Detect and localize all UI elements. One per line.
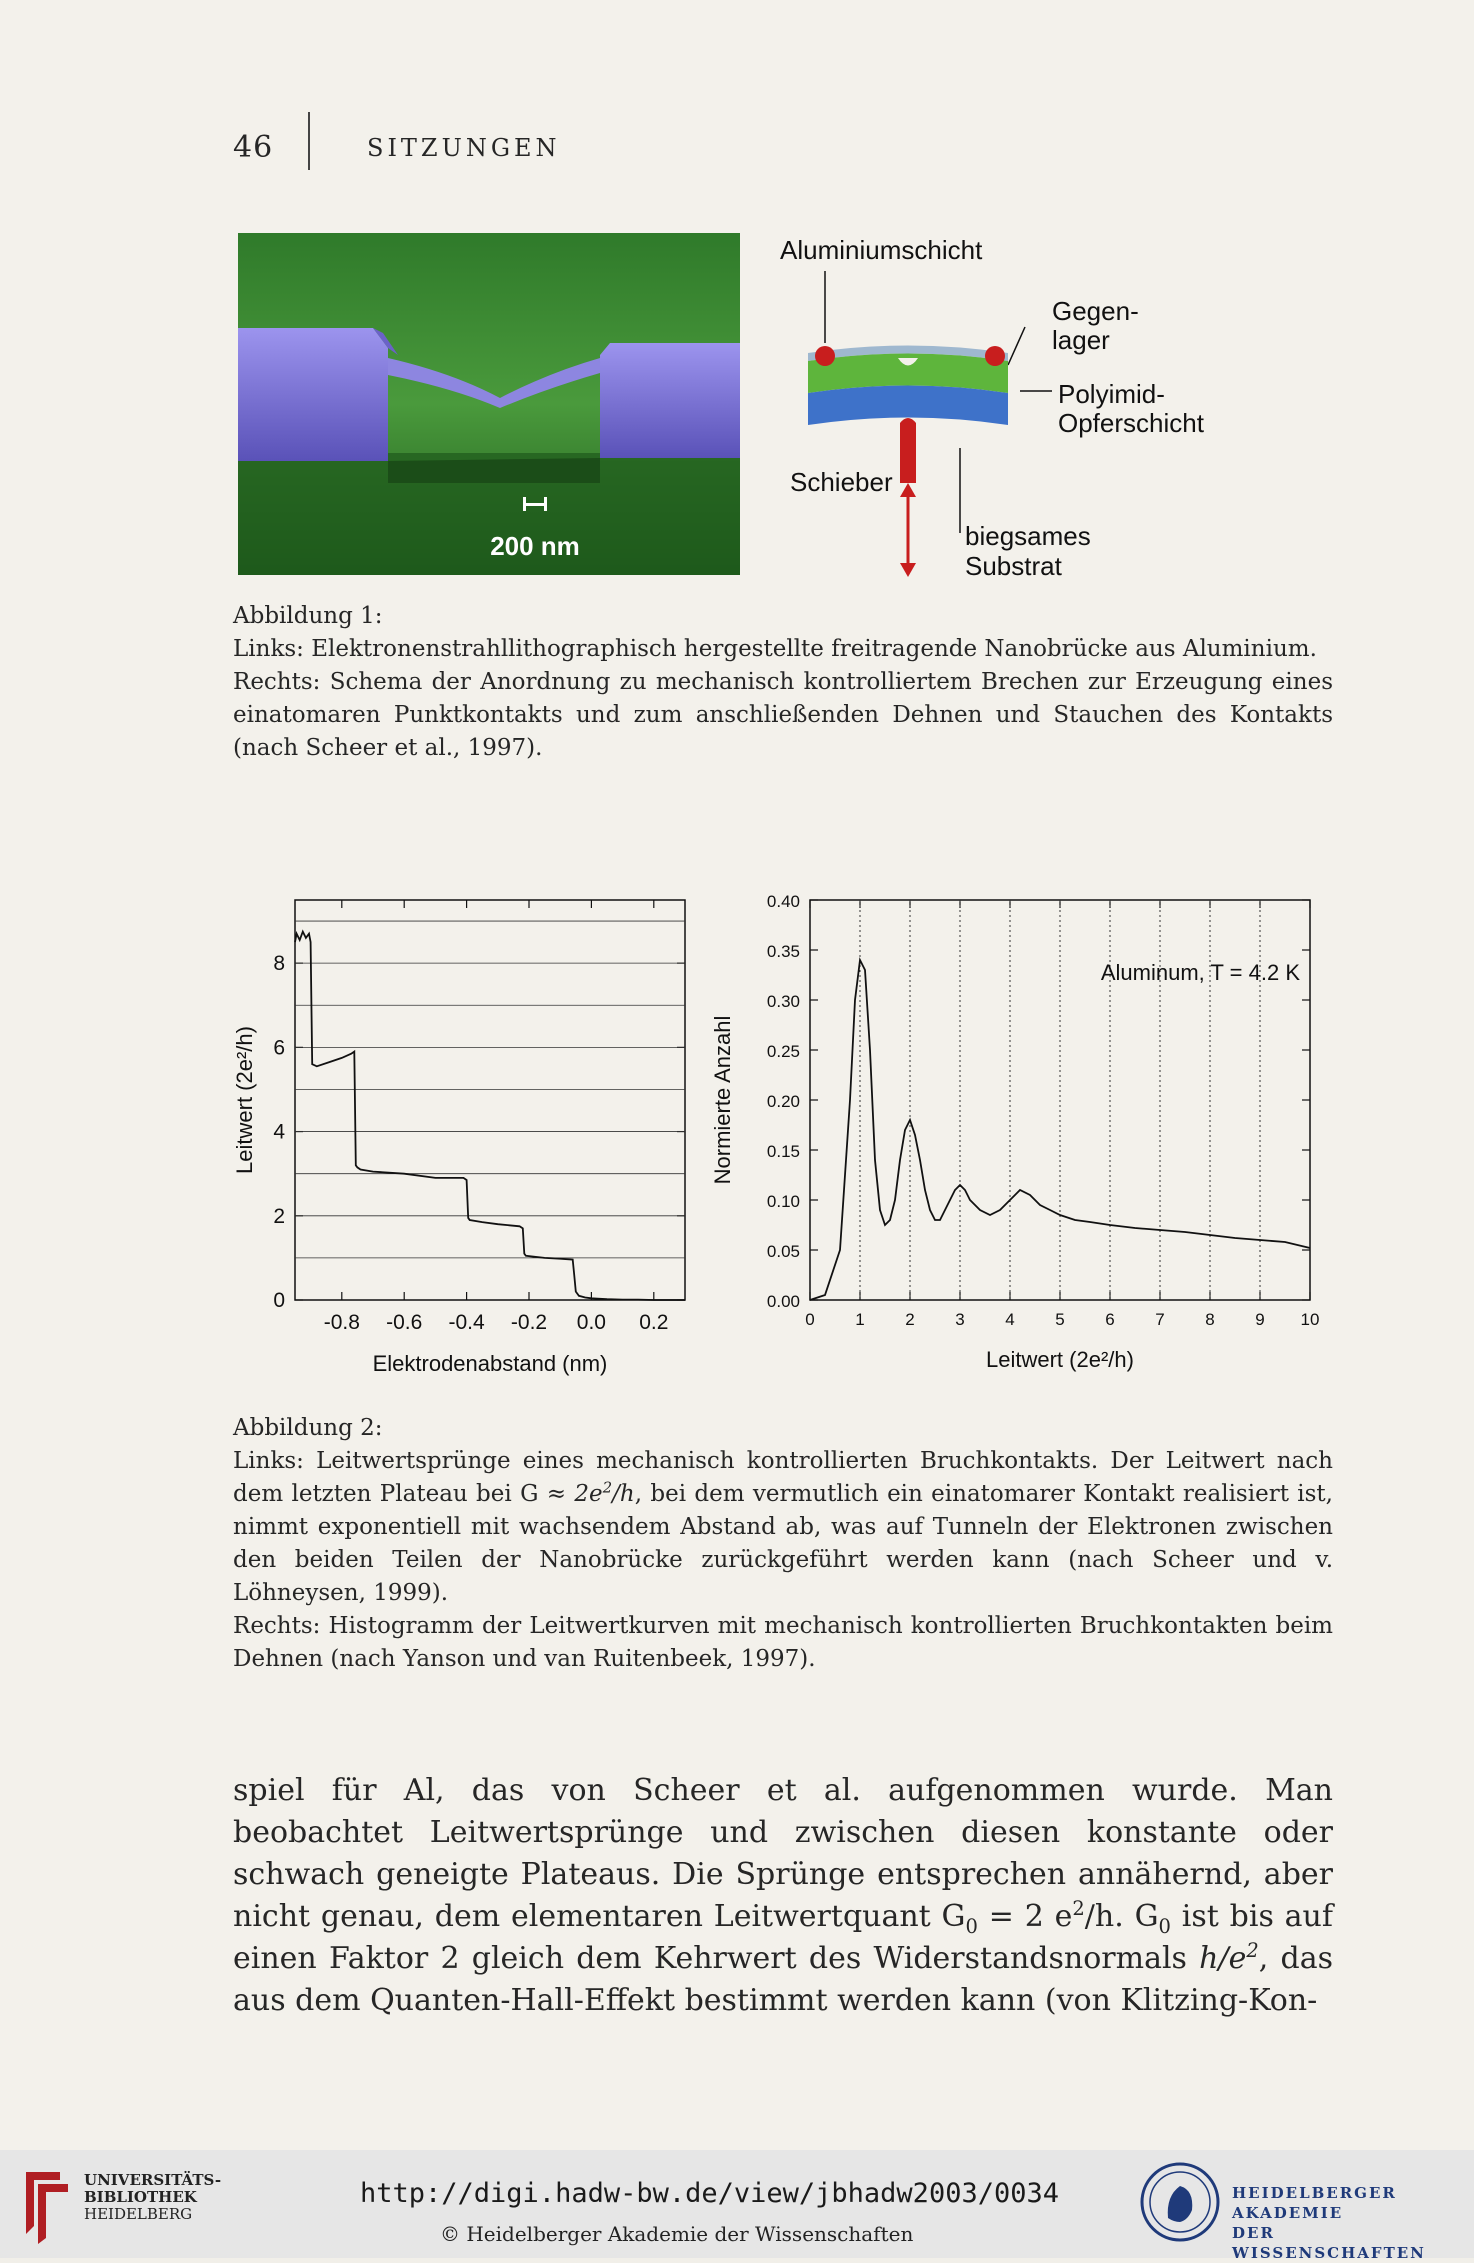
caption-2-left: Links: Leitwertsprünge eines mechanisch kontrollierten Bruchkontakts. Der Leitwert nach dem letzten Plateau bei $G \approx 2e^2/h$, bei dem vermutlich ein einatomarer Kontakt realisiert ist, nimmt exponentiell mit wachsendem Abstand ab, was auf Tunneln der Elektronen zwischen den beiden Teilen der Nanobrücke zurückgeführt werden kann (nach Scheer und v. Löhneysen, 1999). xyxy=(233,1448,1333,1606)
caption-1-right: Rechts: Schema der Anordnung zu mechanisch kontrolliertem Brechen zur Erzeugung eines einatomaren Punktkontakts und zum anschließenden Dehnen und Stauchen des Kontakts (nach Scheer et al., 1997). xyxy=(233,669,1333,761)
y-tick-label: 0.15 xyxy=(766,1142,800,1161)
x-tick-label: 4 xyxy=(1005,1310,1015,1329)
caption-2-right: Rechts: Histogramm der Leitwertkurven mit mechanisch kontrollierten Bruchkontakten beim Dehnen (nach Yanson und van Ruitenbeek, 1997). xyxy=(233,1613,1333,1672)
x-tick-label: -0.2 xyxy=(510,1311,548,1334)
x-tick-label: 6 xyxy=(1105,1310,1115,1329)
x-tick-label: 1 xyxy=(855,1310,865,1329)
y-tick-label: 0.40 xyxy=(766,892,800,911)
label-lager: lager xyxy=(1052,325,1110,355)
x-tick-label: 8 xyxy=(1205,1310,1215,1329)
label-opferschicht: Opferschicht xyxy=(1058,408,1204,438)
x-tick-label: 9 xyxy=(1255,1310,1265,1329)
y-tick-label: 0.25 xyxy=(766,1042,800,1061)
x-tick-label: 0.0 xyxy=(576,1311,607,1334)
figure-2 xyxy=(230,885,1360,1385)
x-tick-label: 5 xyxy=(1055,1310,1065,1329)
scale-bar-label: 200 nm xyxy=(490,531,580,561)
body-paragraph: spiel für Al, das von Scheer et al. aufgenommen wurde. Man beobachtet Leitwertsprünge und zwischen diesen konstante oder schwach geneigte Plateaus. Die Sprünge entsprechen annähernd, aber nicht genau, dem elementaren Leitwertquant $G_0 = 2$ $e^2/h$. $G_0$ ist bis auf einen Faktor 2 gleich dem Kehrwert des Widerstandsnormals $h/e^2$, das aus dem Quanten-Hall-Effekt bestimmt werden kann (von Klitzing-Kon- xyxy=(233,1773,1334,2018)
permalink-url[interactable]: http://digi.hadw-bw.de/view/jbhadw2003/0034 xyxy=(360,2178,1059,2209)
caption-figure-2 xyxy=(233,1412,1333,1676)
copyright-notice: © Heidelberger Akademie der Wissenschaften xyxy=(440,2222,914,2246)
x-tick-label: -0.4 xyxy=(448,1311,485,1334)
x-tick-label: 2 xyxy=(905,1310,915,1329)
y-tick-label: 8 xyxy=(273,952,285,976)
break-junction-schema xyxy=(740,233,1343,593)
caption-2-title: Abbildung 2: xyxy=(233,1415,383,1441)
academy-seal-icon xyxy=(1138,2160,1222,2244)
x-axis-label: Elektrodenabstand (nm) xyxy=(372,1351,608,1376)
series-line xyxy=(295,932,685,1300)
label-biegsames: biegsames xyxy=(965,521,1091,551)
y-tick-label: 0.10 xyxy=(766,1192,800,1211)
x-tick-label: 0 xyxy=(805,1310,815,1329)
caption-1-left: Links: Elektronenstrahllithographisch hergestellte freitragende Nanobrücke aus Aluminium. xyxy=(233,636,1317,662)
y-tick-label: 6 xyxy=(273,1036,285,1060)
x-tick-label: -0.8 xyxy=(323,1311,360,1334)
running-title: SITZUNGEN xyxy=(367,134,561,162)
y-tick-label: 0.30 xyxy=(766,992,800,1011)
chart-annotation: Aluminum, T = 4.2 K xyxy=(1100,960,1300,985)
label-schieber: Schieber xyxy=(790,467,893,497)
y-tick-label: 0.00 xyxy=(766,1292,800,1311)
caption-figure-1 xyxy=(233,600,1333,765)
y-tick-label: 2 xyxy=(273,1204,285,1228)
academy-name: HEIDELBERGER AKADEMIE DER WISSENSCHAFTEN xyxy=(1232,2184,1426,2262)
x-axis-label: Leitwert (2e²/h) xyxy=(986,1347,1134,1372)
y-axis-label: Leitwert (2e²/h) xyxy=(232,1026,257,1174)
y-axis-label: Normierte Anzahl xyxy=(710,1015,735,1185)
x-tick-label: 7 xyxy=(1155,1310,1165,1329)
sem-image xyxy=(238,233,740,575)
y-tick-label: 0 xyxy=(273,1289,285,1312)
x-tick-label: 0.2 xyxy=(639,1311,669,1334)
x-tick-label: 3 xyxy=(955,1310,965,1329)
y-tick-label: 0.35 xyxy=(766,942,800,961)
label-gegen: Gegen- xyxy=(1052,296,1139,326)
page-number: 46 xyxy=(233,130,274,165)
label-substrat: Substrat xyxy=(965,551,1062,581)
y-tick-label: 0.20 xyxy=(766,1092,800,1111)
x-tick-label: -0.6 xyxy=(386,1311,423,1334)
conductance-histogram-chart xyxy=(710,885,1360,1385)
plot-frame xyxy=(295,900,685,1300)
conductance-trace-chart xyxy=(230,885,710,1385)
university-library-name: UNIVERSITÄTS- BIBLIOTHEK HEIDELBERG xyxy=(84,2171,222,2223)
y-tick-label: 0.05 xyxy=(766,1242,800,1261)
header-divider xyxy=(308,112,310,170)
label-aluminiumschicht: Aluminiumschicht xyxy=(780,235,983,265)
x-tick-label: 10 xyxy=(1300,1310,1320,1329)
label-polyimid: Polyimid- xyxy=(1058,379,1165,409)
caption-1-title: Abbildung 1: xyxy=(233,603,383,629)
y-tick-label: 4 xyxy=(273,1120,285,1144)
figure-1 xyxy=(238,233,1343,593)
university-library-logo-icon xyxy=(20,2166,76,2246)
